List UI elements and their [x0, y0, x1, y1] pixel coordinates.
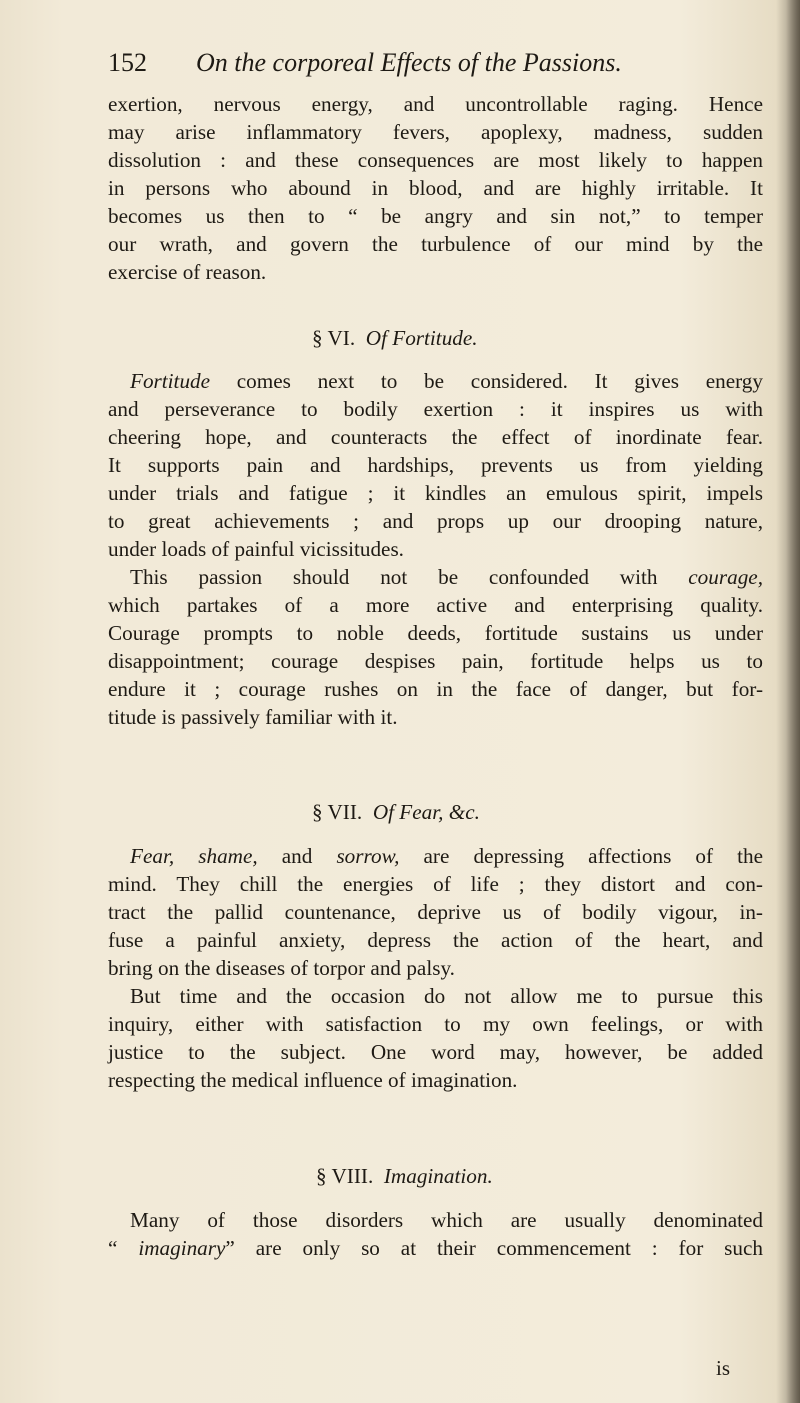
- text-line: and perseverance to bodily exertion : it inspires us with: [108, 397, 763, 421]
- text-line: [108, 1234, 763, 1262]
- text-line: to great achievements ; and props up our drooping nature,: [108, 509, 763, 533]
- text-line: which partakes of a more active and enterprising quality.: [108, 593, 763, 617]
- text-line: titude is passively familiar with it.: [108, 705, 398, 729]
- section-title: Of Fear, &c.: [372, 800, 480, 824]
- text-line: fuse a painful anxiety, depress the action of the heart, and: [108, 928, 763, 952]
- text-line: in persons who abound in blood, and are highly irritable. It: [108, 176, 763, 200]
- text-span: This passion should not be confounded with: [130, 565, 689, 589]
- section-title: Imagination.: [383, 1164, 493, 1188]
- catchword: is: [716, 1356, 731, 1380]
- text-line: [108, 367, 763, 395]
- text-line: It supports pain and hardships, prevents us from yielding: [108, 453, 763, 477]
- italic-term: Fear,: [130, 844, 175, 868]
- text-line: respecting the medical influence of imagination.: [108, 1068, 518, 1092]
- text-line: may arise inflammatory fevers, apoplexy, madness, sudden: [108, 120, 763, 144]
- italic-term: courage,: [688, 565, 763, 589]
- text-line: bring on the diseases of torpor and palsy.: [108, 956, 455, 980]
- text-line: justice to the subject. One word may, however, be added: [108, 1040, 763, 1064]
- section-heading-fear: [312, 800, 480, 825]
- text-line: under trials and fatigue ; it kindles an emulous spirit, impels: [108, 481, 763, 505]
- text-span: “: [108, 1236, 139, 1260]
- section-heading-imagination: [316, 1164, 493, 1189]
- paragraph-fortitude: [108, 367, 763, 563]
- italic-term: Fortitude: [130, 369, 211, 393]
- page-number: 152: [108, 48, 147, 77]
- text-line: Many of those disorders which are usually denominated: [130, 1208, 763, 1232]
- text-line: becomes us then to “ be angry and sin not,” to temper: [108, 204, 763, 228]
- text-span: and: [257, 844, 337, 868]
- text-span: comes next to be considered. It gives energy: [210, 369, 763, 393]
- text-line: dissolution : and these consequences are most likely to happen: [108, 148, 763, 172]
- text-line: mind. They chill the energies of life ; they distort and con-: [108, 872, 763, 896]
- paragraph-anger-continued: [108, 90, 763, 286]
- section-title: Of Fortitude.: [365, 326, 478, 350]
- running-head: On the corporeal Effects of the Passions.: [196, 48, 622, 77]
- text-line: disappointment; courage despises pain, fortitude helps us to: [108, 649, 763, 673]
- paragraph-fear: [108, 842, 763, 982]
- text-line: inquiry, either with satisfaction to my own feelings, or with: [108, 1012, 763, 1036]
- page-header: [108, 48, 758, 88]
- paragraph-imagination-intro: [108, 982, 763, 1094]
- text-line: [108, 563, 763, 591]
- text-line: endure it ; courage rushes on in the face of danger, but for-: [108, 677, 763, 701]
- italic-term: sorrow,: [336, 844, 400, 868]
- text-line: But time and the occasion do not allow me to pursue this: [130, 984, 763, 1008]
- text-line: Courage prompts to noble deeds, fortitude sustains us under: [108, 621, 763, 645]
- section-number: § VI.: [312, 326, 356, 350]
- section-number: § VIII.: [316, 1164, 374, 1188]
- section-heading-fortitude: [312, 326, 478, 351]
- italic-term: imaginary: [138, 1236, 226, 1260]
- text-line: exertion, nervous energy, and uncontrollable raging. Hence: [108, 92, 763, 116]
- text-line: under loads of painful vicissitudes.: [108, 537, 404, 561]
- text-line: tract the pallid countenance, deprive us of bodily vigour, in-: [108, 900, 763, 924]
- italic-term: shame,: [198, 844, 258, 868]
- text-span: are depressing affections of the: [399, 844, 764, 868]
- text-line: exercise of reason.: [108, 260, 267, 284]
- text-line: cheering hope, and counteracts the effect of inordinate fear.: [108, 425, 763, 449]
- paragraph-imaginary-disorders: [108, 1206, 763, 1262]
- text-span: ” are only so at their commencement : for such: [225, 1236, 763, 1260]
- text-line: [108, 842, 763, 870]
- paragraph-courage: [108, 563, 763, 731]
- section-number: § VII.: [312, 800, 363, 824]
- page-edge-shadow: [786, 0, 800, 1403]
- text-line: our wrath, and govern the turbulence of our mind by the: [108, 232, 763, 256]
